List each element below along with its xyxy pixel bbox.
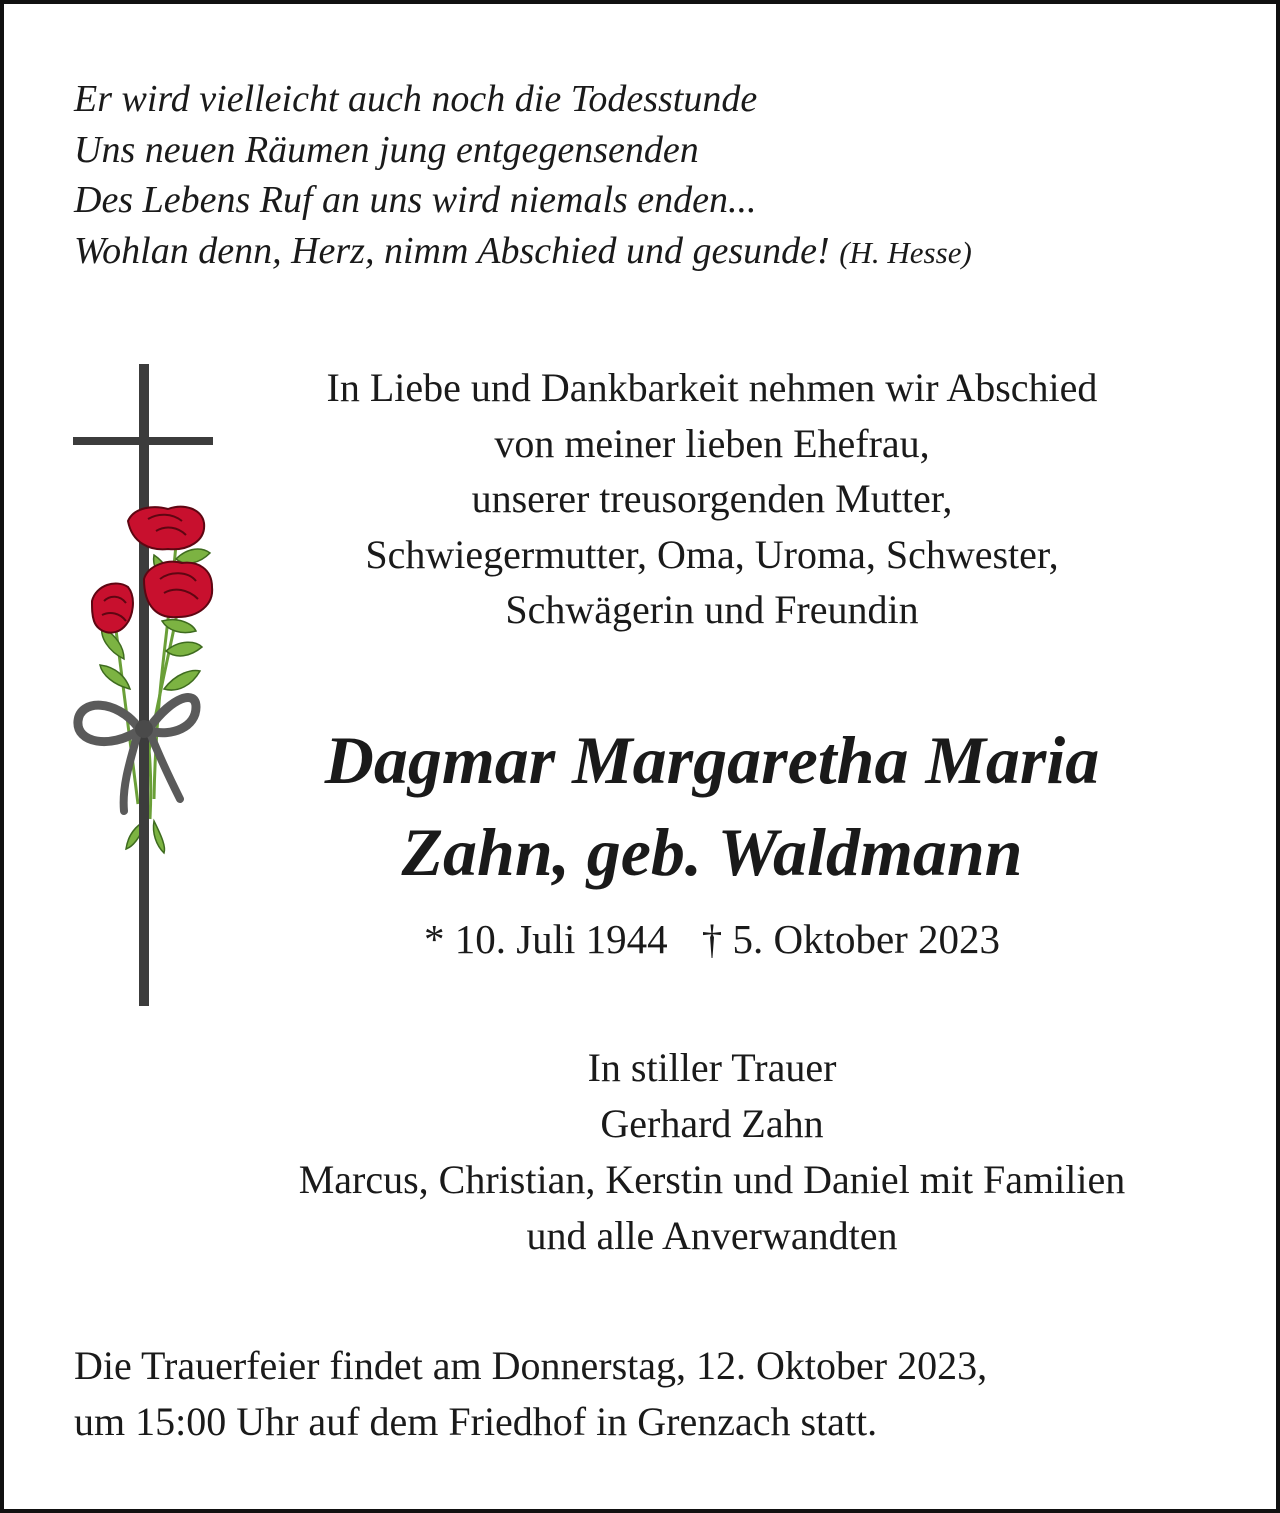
intro-line-2: von meiner lieben Ehefrau, (494, 420, 930, 466)
service-line-2: um 15:00 Uhr auf dem Friedhof in Grenzach statt. (74, 1399, 878, 1444)
poem-line-1: Er wird vielleicht auch noch die Todesstunde (74, 78, 758, 120)
cross-with-roses-icon (64, 359, 224, 1014)
poem-quote (74, 74, 1224, 278)
name-line-1: Dagmar Margaretha Maria (324, 722, 1100, 798)
intro-line-5: Schwägerin und Freundin (505, 587, 919, 632)
life-dates (220, 913, 1204, 965)
rose-right-icon (144, 562, 212, 617)
birth-date: * 10. Juli 1944 (423, 916, 668, 962)
name-line-2: Zahn, geb. Waldmann (401, 814, 1023, 890)
poem-line-3: Des Lebens Ruf an uns wird niemals enden... (74, 179, 757, 221)
deceased-name (220, 714, 1204, 898)
mourners-line-1: In stiller Trauer (587, 1045, 837, 1090)
poem-author: (H. Hesse) (839, 234, 972, 270)
rose-left-icon (92, 583, 133, 632)
poem-line-4-text: Wohlan denn, Herz, nimm Abschied und gesunde! (74, 229, 830, 272)
mourners (144, 1040, 1280, 1264)
rose-top-icon (128, 507, 204, 550)
intro-line-1: In Liebe und Dankbarkeit nehmen wir Abschied (326, 365, 1098, 410)
funeral-service-info (74, 1338, 1254, 1450)
farewell-intro (220, 360, 1204, 638)
service-line-1: Die Trauerfeier findet am Donnerstag, 12. Oktober 2023, (74, 1343, 988, 1388)
intro-line-3: unserer treusorgenden Mutter, (471, 476, 953, 521)
mourners-line-2: Gerhard Zahn (600, 1101, 824, 1146)
mourners-line-4: und alle Anverwandten (526, 1213, 898, 1258)
mourners-line-3: Marcus, Christian, Kerstin und Daniel mit Familien (298, 1157, 1126, 1202)
death-date: † 5. Oktober 2023 (701, 916, 1001, 962)
poem-line-4 (74, 226, 1224, 279)
cross-vertical-bar (139, 364, 149, 1006)
cross-horizontal-bar (73, 437, 213, 445)
poem-line-2: Uns neuen Räumen jung entgegensenden (74, 128, 699, 171)
intro-line-4: Schwiegermutter, Oma, Uroma, Schwester, (365, 531, 1059, 577)
ribbon-knot (135, 720, 153, 738)
